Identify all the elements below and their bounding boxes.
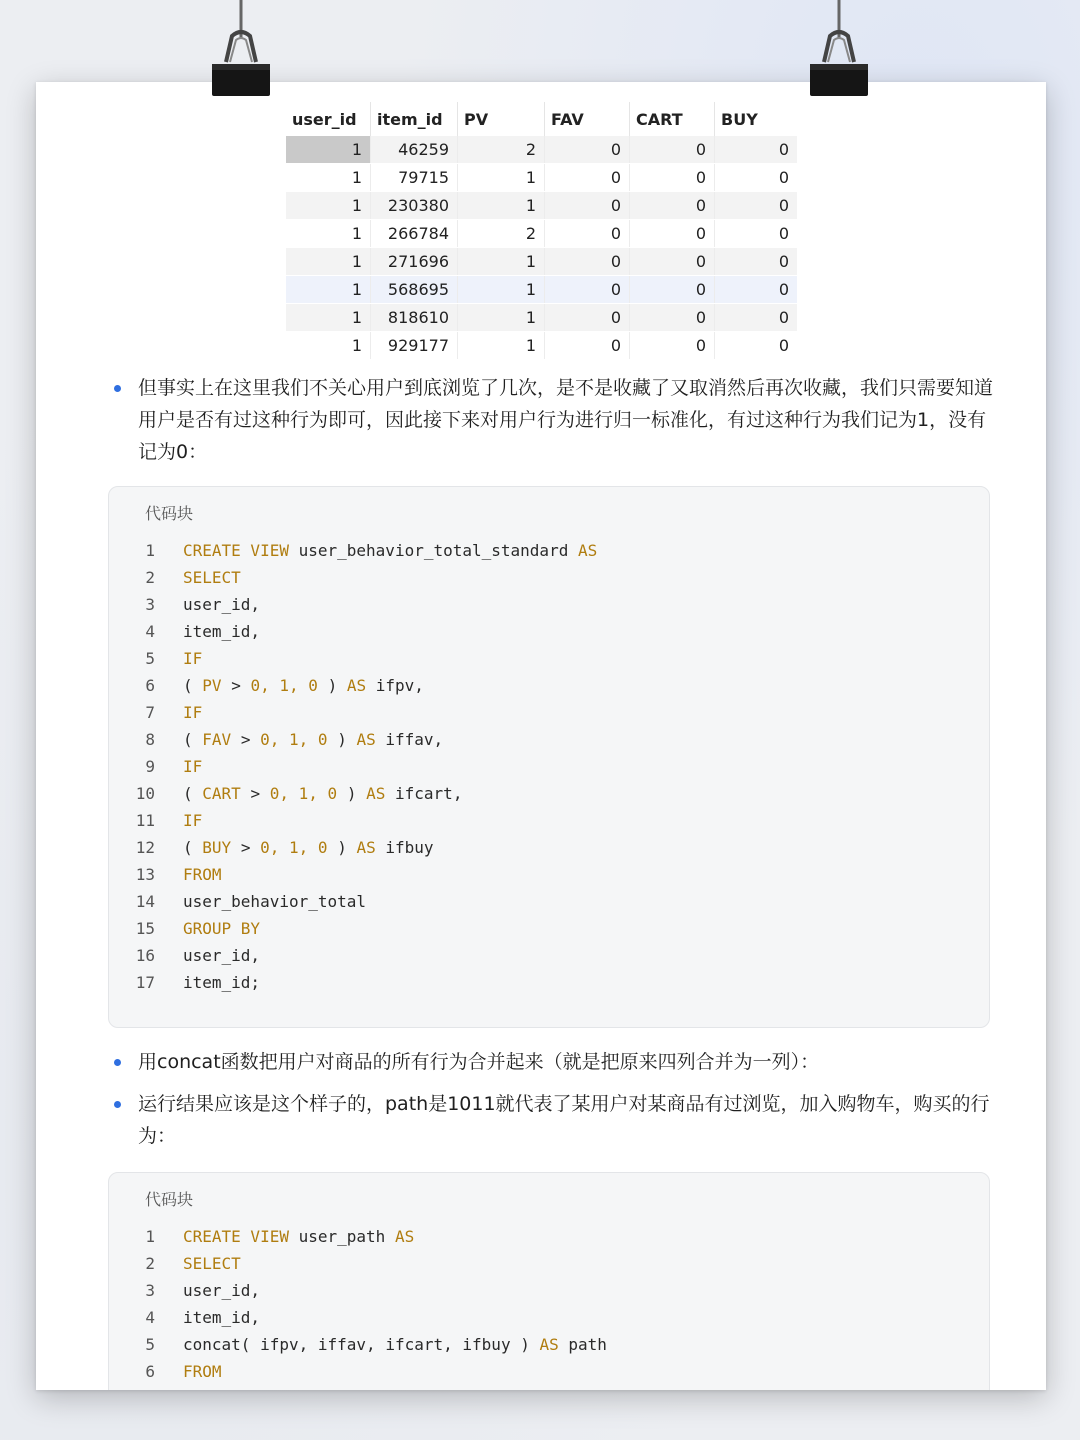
code-token: iffav, [385,730,444,749]
table-cell: 1 [458,276,545,304]
table-cell: 0 [545,332,630,360]
code-keyword: IF [183,811,203,830]
bullet-dot [114,385,121,392]
code-text [183,1223,414,1250]
code-keyword: FROM [183,865,222,884]
code-token: ( [183,784,193,803]
line-number: 10 [135,784,155,803]
bullet-dot [114,1101,121,1108]
bullet-text: 但事实上在这里我们不关心用户到底浏览了几次，是不是收藏了又取消然后再次收藏，我们只需要知道用户是否有过这种行为即可，因此接下来对用户行为进行归一标准化，有过这种行为我们记为1，没有记为0： [138,377,994,463]
table-body [286,136,797,360]
behavior-table [286,102,797,360]
table-cell: 1 [458,248,545,276]
code-text [183,969,260,996]
line-number: 11 [135,811,155,830]
code-number: 0, [260,838,280,857]
table-cell: 0 [545,192,630,220]
table-cell: 0 [630,136,715,164]
line-number: 7 [145,703,155,722]
code-token: ) [520,1335,530,1354]
code-text [183,1250,241,1277]
code-block-standardize [108,486,990,1028]
table-row [286,248,797,276]
code-token: ifcart, [385,1335,453,1354]
code-token: ifcart, [395,784,463,803]
table-cell: 1 [458,332,545,360]
table-header-row [286,102,797,136]
table-cell: 230380 [371,192,458,220]
code-token: ifbuy [462,1335,511,1354]
code-line [109,1304,989,1331]
table-cell: 0 [545,136,630,164]
col-fav: FAV [545,102,630,136]
table-cell: 0 [545,220,630,248]
code-block-path [108,1172,990,1390]
code-token: ifbuy [385,838,434,857]
code-token: ( [183,838,193,857]
code-token: user_id, [183,595,261,614]
line-number: 9 [145,757,155,776]
table-cell: 929177 [371,332,458,360]
table-row [286,192,797,220]
code-line [109,537,989,564]
code-token: user_id, [183,1281,261,1300]
code-number: 0 [327,784,338,803]
table-cell: 0 [715,220,798,248]
code-token: ifpv, [260,1335,309,1354]
code-number: 1, [279,676,299,695]
code-block-title: 代码块 [145,1190,194,1209]
line-number: 8 [145,730,155,749]
code-number: 0, [269,784,289,803]
code-number: 0 [317,730,328,749]
code-text [183,1358,222,1385]
code-number: 1, [289,838,309,857]
table-cell: 1 [286,276,371,304]
code-text [183,834,434,861]
table-cell: 0 [545,304,630,332]
code-line [109,645,989,672]
code-text [183,780,462,807]
bullet-dot [114,1059,121,1066]
code-line [109,780,989,807]
code-text [183,1277,260,1304]
code-token: > [240,838,251,857]
code-token: item_id, [183,622,261,641]
document-page [36,82,1046,1390]
table-row [286,332,797,360]
code-line [109,753,989,780]
table-row [286,304,797,332]
col-pv: PV [458,102,545,136]
table-cell: 1 [458,192,545,220]
code-line [109,591,989,618]
code-keyword: BUY [202,838,232,857]
table-cell: 79715 [371,164,458,192]
line-number: 2 [145,568,155,587]
code-keyword: CREATE VIEW [183,1227,289,1246]
code-token: ) [337,838,347,857]
code-token: item_id, [183,1308,261,1327]
code-keyword: IF [183,703,203,722]
table-cell: 266784 [371,220,458,248]
code-line [109,618,989,645]
line-number: 1 [145,541,155,560]
code-text [183,1331,607,1358]
table-cell: 0 [630,192,715,220]
code-keyword: AS [356,838,376,857]
code-keyword: CREATE VIEW [183,541,289,560]
code-keyword: IF [183,649,203,668]
code-token: ( [183,676,193,695]
table-cell: 46259 [371,136,458,164]
table-cell: 2 [458,136,545,164]
line-number: 15 [135,919,155,938]
code-lines [109,537,989,996]
table-cell: 0 [715,332,798,360]
line-number: 14 [135,892,155,911]
code-keyword: AS [577,541,598,560]
bullet-text: 用concat函数把用户对商品的所有行为合并起来（就是把原来四列合并为一列）： [138,1051,820,1073]
binder-clip-icon [808,0,870,100]
code-line [109,726,989,753]
bullet-normalize [114,372,994,468]
col-item-id: item_id [371,102,458,136]
code-line [109,861,989,888]
code-line [109,1223,989,1250]
code-keyword: GROUP BY [183,919,261,938]
table-row [286,220,797,248]
code-line [109,672,989,699]
col-buy: BUY [715,102,798,136]
code-token: path [568,1335,607,1354]
line-number: 6 [145,1362,155,1381]
code-text [183,699,202,726]
code-token: ) [337,730,347,749]
table-cell: 0 [545,276,630,304]
table-cell: 1 [286,304,371,332]
code-token: user_path [298,1227,386,1246]
code-text [183,618,260,645]
table-cell: 1 [286,136,371,164]
table-cell: 1 [458,164,545,192]
code-line [109,1250,989,1277]
line-number: 16 [135,946,155,965]
binder-clip-icon [210,0,272,100]
line-number: 5 [145,1335,155,1354]
table-cell: 1 [286,220,371,248]
table-cell: 0 [630,164,715,192]
code-token: ) [346,784,357,803]
line-number: 3 [145,595,155,614]
code-text [183,915,260,942]
code-text [183,1304,260,1331]
code-token: concat( [183,1335,251,1354]
code-text [183,861,222,888]
code-number: 0, [250,676,270,695]
code-keyword: SELECT [183,568,241,587]
code-line [109,699,989,726]
code-token: user_behavior_total [183,892,367,911]
line-number: 4 [145,622,155,641]
line-number: 2 [145,1254,155,1273]
line-number: 13 [135,865,155,884]
code-token: ifpv, [375,676,424,695]
code-line [109,888,989,915]
table-cell: 0 [630,276,715,304]
table-row [286,276,797,304]
col-cart: CART [630,102,715,136]
code-keyword: IF [183,757,203,776]
code-number: 0 [308,676,318,695]
table-cell: 0 [630,304,715,332]
code-text [183,942,260,969]
code-token: user_id, [183,946,261,965]
code-token: > [250,784,261,803]
table-cell: 0 [630,248,715,276]
code-text [183,537,597,564]
code-token: ) [327,676,338,695]
code-number: 0 [317,838,328,857]
table-cell: 0 [545,164,630,192]
table-cell: 0 [630,332,715,360]
code-block-title: 代码块 [145,504,194,523]
code-line [109,969,989,996]
code-token: iffav, [317,1335,376,1354]
code-keyword: FROM [183,1362,222,1381]
line-number: 12 [135,838,155,857]
code-line [109,1277,989,1304]
code-token: item_id; [183,973,261,992]
line-number: 4 [145,1308,155,1327]
table-cell: 0 [715,248,798,276]
line-number: 17 [135,973,155,992]
table-cell: 0 [715,276,798,304]
table-cell: 1 [286,192,371,220]
code-keyword: AS [346,676,367,695]
table-cell: 568695 [371,276,458,304]
line-number: 3 [145,1281,155,1300]
bullet-concat [114,1046,994,1078]
code-keyword: AS [539,1335,559,1354]
code-keyword: AS [394,1227,415,1246]
col-user-id: user_id [286,102,371,136]
code-number: 1, [289,730,309,749]
code-keyword: FAV [202,730,232,749]
code-text [183,753,202,780]
code-number: 1, [298,784,318,803]
code-keyword: AS [366,784,386,803]
code-text [183,564,241,591]
code-text [183,726,443,753]
code-token: > [240,730,251,749]
code-text [183,591,260,618]
code-line [109,564,989,591]
bullet-result [114,1088,994,1152]
code-line [109,942,989,969]
table-cell: 0 [715,164,798,192]
table-row [286,164,797,192]
line-number: 6 [145,676,155,695]
table-cell: 0 [630,220,715,248]
table-cell: 1 [458,304,545,332]
code-token: user_behavior_total_standard [298,541,569,560]
code-keyword: CART [202,784,241,803]
table-cell: 0 [715,192,798,220]
table-cell: 1 [286,248,371,276]
code-text [183,645,202,672]
table-cell: 818610 [371,304,458,332]
code-token: ( [183,730,193,749]
table-cell: 0 [545,248,630,276]
code-line [109,1331,989,1358]
code-text [183,672,424,699]
code-line [109,1358,989,1385]
table-row [286,136,797,164]
table-cell: 1 [286,164,371,192]
table-cell: 1 [286,332,371,360]
code-number: 0, [260,730,280,749]
code-line [109,834,989,861]
code-lines [109,1223,989,1385]
code-keyword: SELECT [183,1254,241,1273]
table-cell: 271696 [371,248,458,276]
code-line [109,807,989,834]
table-cell: 0 [715,136,798,164]
code-keyword: AS [356,730,376,749]
code-token: > [231,676,241,695]
table-cell: 0 [715,304,798,332]
code-keyword: PV [202,676,222,695]
code-text [183,888,366,915]
bullet-text: 运行结果应该是这个样子的，path是1011就代表了某用户对某商品有过浏览，加入购物车，购买的行为： [138,1093,990,1147]
code-text [183,807,202,834]
table-cell: 2 [458,220,545,248]
code-line [109,915,989,942]
line-number: 5 [145,649,155,668]
line-number: 1 [145,1227,155,1246]
